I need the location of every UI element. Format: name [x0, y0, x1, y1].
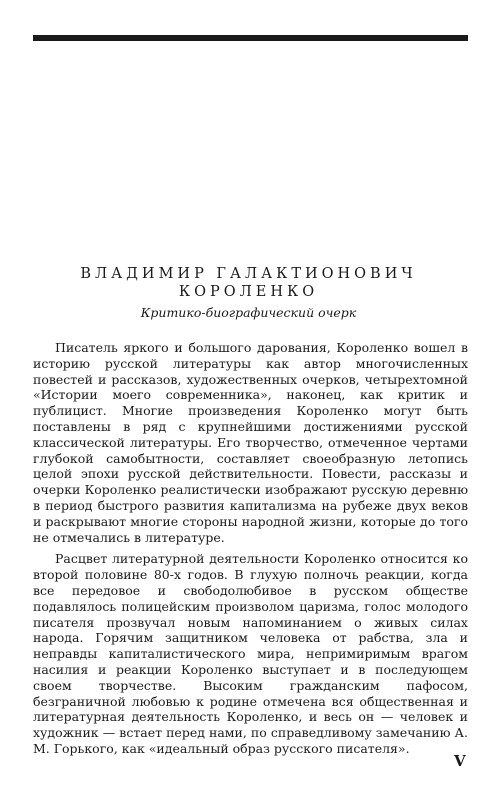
body-text	[33, 340, 468, 757]
paragraph-1: Писатель яркого и большого дарования, Короленко вошел в историю русской литературы как автор многочисленных повестей и рассказов, художественных очерков, четырехтомной «Истории моего современника», наконец, как критик и публицист. Многие произведения Короленко могут быть поставлены в ряд с крупнейшими достижениями русской классической литературы. Его творчество, отмеченное чертами глубокой самобытности, составляет своеобразную летопись целой эпохи русской действительности. Повести, рассказы и очерки Короленко реалистически изображают русскую деревню в период быстрого развития капитализма на рубеже двух веков и раскрывают многие стороны народной жизни, которые до того не отмечались в литературе.	[33, 340, 468, 545]
top-rule	[33, 35, 468, 41]
page-number: V	[454, 752, 466, 770]
title-second-line: КОРОЛЕНКО	[178, 284, 319, 300]
title-first-line: ВЛАДИМИР ГАЛАКТИОНОВИЧ	[80, 266, 417, 282]
paragraph-2: Расцвет литературной деятельности Короленко относится ко второй половине 80-х годов. В глухую полночь реакции, когда все передовое и свободолюбивое в русском обществе подавлялось полицейским произволом царизма, голос молодого писателя прозвучал новым напоминанием о живых силах народа. Горячим защитником человека от рабства, зла и неправды капиталистического мира, непримиримым врагом насилия и реакции Короленко выступает и в последующем своем творчестве. Высоким гражданским пафосом, безграничной любовью к родине отмечена вся общественная и литературная деятельность Короленко, и весь он — человек и художник — встает перед нами, по справедливому замечанию А. М. Горького, как «идеальный образ русского писателя».	[33, 551, 468, 756]
subtitle: Критико-биографический очерк	[140, 305, 357, 320]
